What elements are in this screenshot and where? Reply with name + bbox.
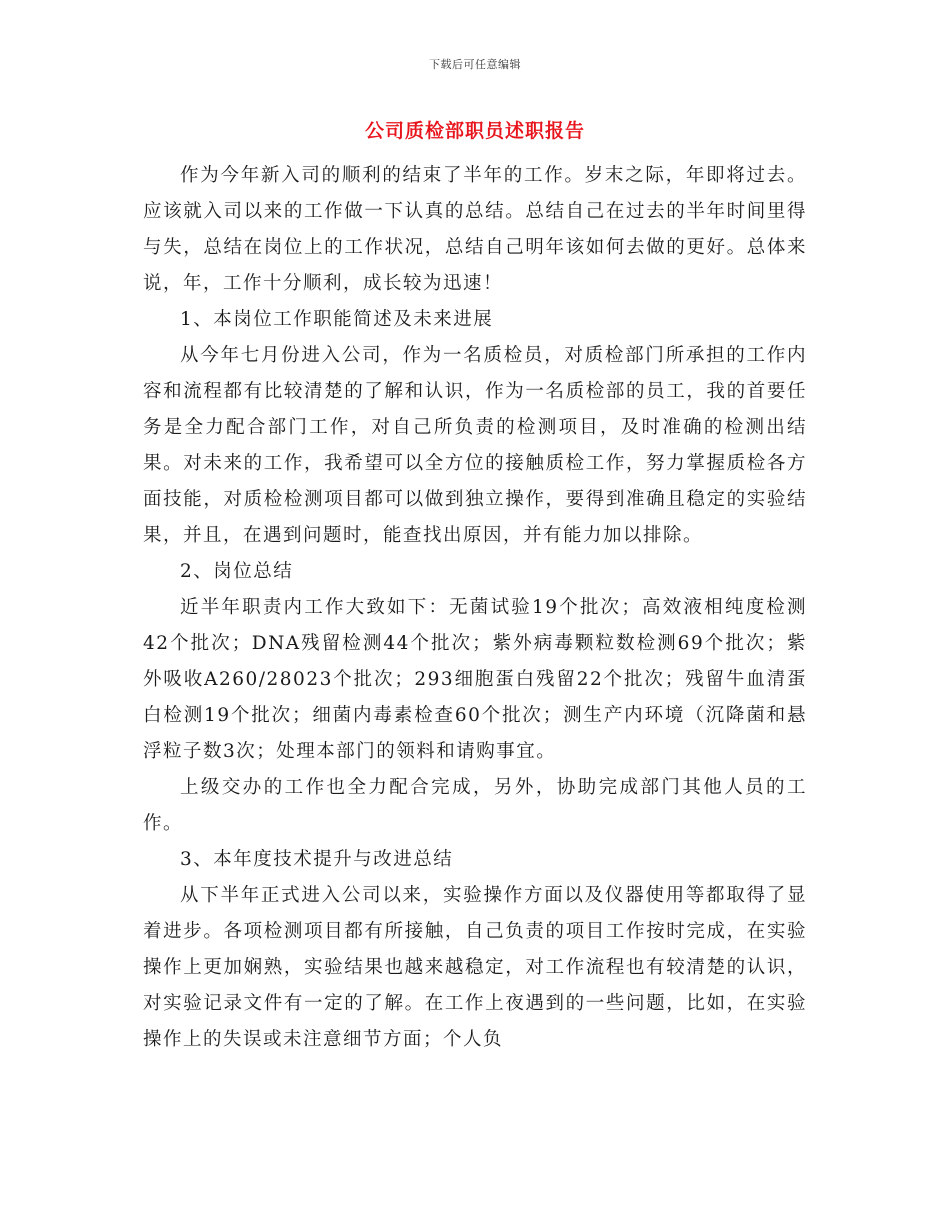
section-1-paragraph: 从今年七月份进入公司，作为一名质检员，对质检部门所承担的工作内容和流程都有比较清楚的了解和认识，作为一名质检部的员工，我的首要任务是全力配合部门工作，对自己所负责的检测项目，及时准确的检测出结果。对未来的工作，我希望可以全方位的接触质检工作，努力掌握质检各方面技能，对质检检测项目都可以做到独立操作，要得到准确且稳定的实验结果，并且，在遇到问题时，能查找出原因，并有能力加以排除。 bbox=[143, 345, 807, 546]
section-2-paragraph: 近半年职责内工作大致如下：无菌试验19个批次；高效液相纯度检测42个批次；DNA残留检测44个批次；紫外病毒颗粒数检测69个批次；紫外吸收A260/28023个批次；293细胞蛋白残留22个批次；残留牛血清蛋白检测19个批次；细菌内毒素检查60个批次；测生产内环境（沉降菌和悬浮粒子数3次；处理本部门的领料和请购事宜。 bbox=[143, 597, 807, 762]
section-heading-2: 2、岗位总结 bbox=[180, 561, 294, 582]
section-heading-1: 1、本岗位工作职能简述及未来进展 bbox=[180, 309, 494, 330]
section-3-paragraph: 从下半年正式进入公司以来，实验操作方面以及仪器使用等都取得了显着进步。各项检测项目都有所接触，自己负责的项目工作按时完成，在实验操作上更加娴熟，实验结果也越来越稳定，对工作流程也有较清楚的认识，对实验记录文件有一定的了解。在工作上夜遇到的一些问题，比如，在实验操作上的失误或未注意细节方面；个人负 bbox=[143, 885, 807, 1050]
document-title: 公司质检部职员述职报告 bbox=[364, 120, 585, 142]
section-2-paragraph-2: 上级交办的工作也全力配合完成，另外，协助完成部门其他人员的工作。 bbox=[143, 777, 807, 834]
header-note: 下载后可任意编辑 bbox=[429, 58, 521, 71]
document-body bbox=[143, 158, 807, 1058]
section-heading-3: 3、本年度技术提升与改进总结 bbox=[180, 849, 454, 870]
intro-paragraph: 作为今年新入司的顺利的结束了半年的工作。岁末之际，年即将过去。应该就入司以来的工作做一下认真的总结。总结自己在过去的半年时间里得与失，总结在岗位上的工作状况，总结自己明年该如何去做的更好。总体来说，年，工作十分顺利，成长较为迅速！ bbox=[143, 165, 807, 294]
